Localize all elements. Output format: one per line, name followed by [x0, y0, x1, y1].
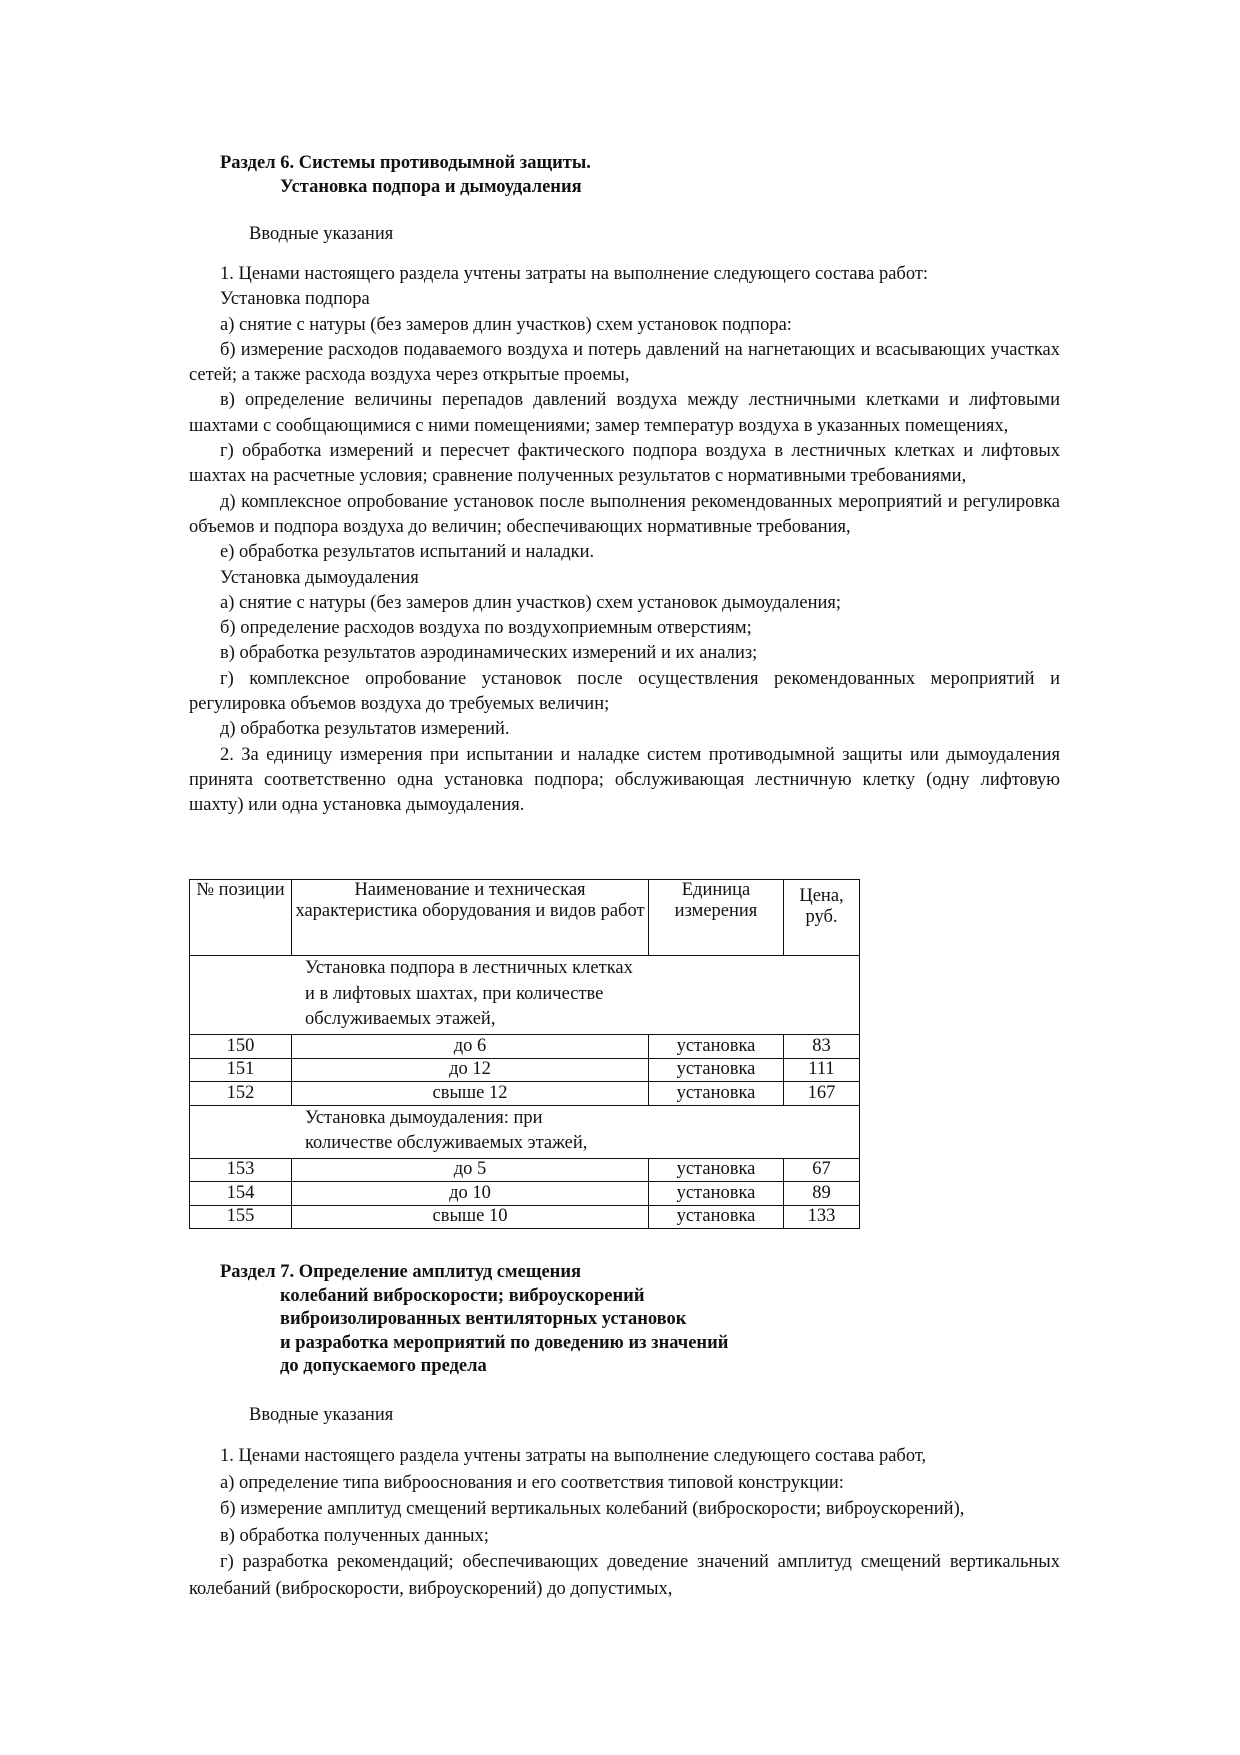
paragraph: г) разработка рекомендаций; обеспечивающих доведение значений амплитуд смещений вертикальных колебаний (виброскорости, виброускорений) до допустимых,: [189, 1552, 1060, 1599]
table-row: 151 до 12 установка 111: [190, 1058, 860, 1082]
table-row: 154 до 10 установка 89: [190, 1182, 860, 1206]
section7-body: [189, 1443, 1060, 1602]
table-row: 150 до 6 установка 83: [190, 1035, 860, 1059]
table-row: 152 свыше 12 установка 167: [190, 1082, 860, 1106]
paragraph: а) определение типа виброоснования и его соответствия типовой конструкции:: [220, 1472, 844, 1493]
table-group-row: Установка дымоудаления: при количестве обслуживаемых этажей,: [190, 1105, 860, 1158]
section7-title: Раздел 7. Определение амплитуд смещения колебаний виброскорости; виброускорений виброизолированных вентиляторных установок и разработка мероприятий по доведению из значений до допускаемого предела: [220, 1262, 729, 1376]
paragraph: 2. За единицу измерения при испытании и наладке систем противодымной защиты или дымоудаления принята соответственно одна установка подпора; обслуживающая лестничную клетку (одну лифтовую шахту) или одна установка дымоудаления.: [189, 744, 1060, 816]
header-price: Цена, руб.: [784, 880, 860, 956]
paragraph: 1. Ценами настоящего раздела учтены затраты на выполнение следующего состава работ,: [220, 1446, 927, 1466]
paragraph: а) снятие с натуры (без замеров длин участков) схем установок дымоудаления;: [220, 592, 842, 613]
header-unit: Единица измерения: [649, 880, 784, 956]
section6-body: [189, 262, 1060, 819]
header-position: № позиции: [190, 880, 292, 956]
header-name: Наименование и техническая характеристика оборудования и видов работ: [292, 880, 649, 956]
paragraph: в) обработка результатов аэродинамических измерений и их анализ;: [220, 643, 758, 664]
paragraph: в) обработка полученных данных;: [220, 1525, 489, 1546]
table-header: [190, 880, 860, 956]
paragraph: Установка дымоудаления: [220, 567, 419, 588]
price-table: [189, 879, 860, 1229]
paragraph: г) обработка измерений и пересчет фактического подпора воздуха в лестничных клетках и лифтовых шахтах на расчетные условия; сравнение полученных результатов с нормативными требованиями,: [189, 441, 1060, 487]
table-group-row: Установка подпора в лестничных клетках и в лифтовых шахтах, при количестве обслуживаемых этажей,: [190, 956, 860, 1035]
paragraph: д) обработка результатов измерений.: [220, 719, 510, 740]
paragraph: б) измерение амплитуд смещений вертикальных колебаний (виброскорости; виброускорений),: [220, 1499, 965, 1519]
paragraph: д) комплексное опробование установок после выполнения рекомендованных мероприятий и регулировка объемов и подпора воздуха до величин; обеспечивающих нормативные требования,: [189, 491, 1060, 537]
paragraph: б) определение расходов воздуха по воздухоприемным отверстиям;: [220, 618, 752, 639]
paragraph: Установка подпора: [220, 289, 370, 310]
paragraph: б) измерение расходов подаваемого воздуха и потерь давлений на нагнетающих и всасывающих участках сетей; а также расхода воздуха через открытые проемы,: [189, 339, 1060, 386]
paragraph: а) снятие с натуры (без замеров длин участков) схем установок подпора:: [220, 314, 792, 335]
section7-intro-heading: Вводные указания: [249, 1405, 394, 1425]
table-row: 153 до 5 установка 67: [190, 1158, 860, 1182]
table-row: 155 свыше 10 установка 133: [190, 1205, 860, 1229]
paragraph: г) комплексное опробование установок после осуществления рекомендованных мероприятий и регулировка объемов воздуха до требуемых величин;: [189, 668, 1060, 715]
paragraph: в) определение величины перепадов давлений воздуха между лестничными клетками и лифтовыми шахтами с сообщающимися с ними помещениями; замер температур воздуха в указанных помещениях,: [189, 390, 1060, 436]
section6-title: Раздел 6. Системы противодымной защиты. Установка подпора и дымоудаления: [220, 153, 591, 197]
paragraph: 1. Ценами настоящего раздела учтены затраты на выполнение следующего состава работ:: [220, 264, 929, 284]
paragraph: е) обработка результатов испытаний и наладки.: [220, 542, 595, 563]
section6-intro-heading: Вводные указания: [249, 224, 394, 244]
